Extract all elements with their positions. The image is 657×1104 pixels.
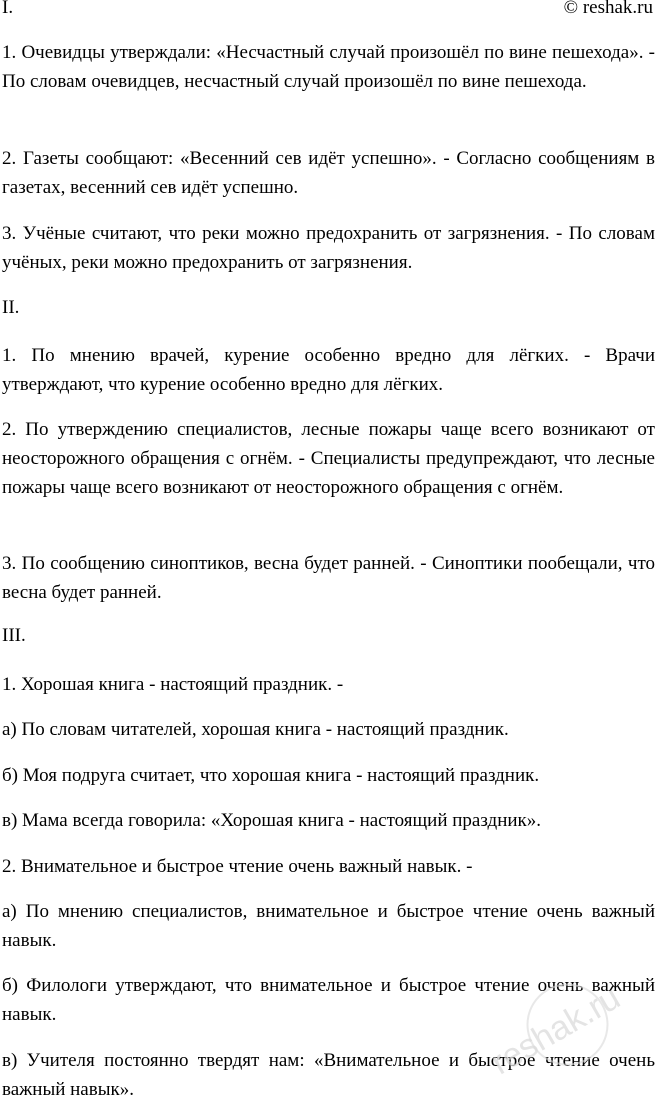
- copyright-notice: © reshak.ru: [563, 0, 653, 18]
- svg-text:reshak.ru: reshak.ru: [484, 978, 627, 1083]
- section-iii-item-1c: в) Мама всегда говорила: «Хорошая книга - настоящий праздник».: [2, 810, 542, 831]
- section-ii-item-3: 3. По сообщению синоптиков, весна будет ранней. - Синоптики пообещали, что весна будет ранней.: [2, 553, 655, 603]
- section-iii-item-2c: в) Учителя постоянно твердят нам: «Внимательное и быстрое чтение очень важный навык».: [2, 1050, 655, 1100]
- section-iii-item-2: 2. Внимательное и быстрое чтение очень важный навык. -: [2, 856, 473, 877]
- section-iii-item-2b: б) Филологи утверждают, что внимательное и быстрое чтение очень важный навык.: [2, 975, 655, 1025]
- page-header: [0, 0, 655, 24]
- section-ii-label: II.: [2, 297, 20, 318]
- section-ii-item-1: 1. По мнению врачей, курение особенно вредно для лёгких. - Врачи утверждают, что курение особенно вредно для лёгких.: [2, 345, 655, 395]
- section-i-item-2: 2. Газеты сообщают: «Весенний сев идёт успешно». - Согласно сообщениям в газетах, весенний сев идёт успешно.: [2, 148, 655, 198]
- section-i-item-1: 1. Очевидцы утверждали: «Несчастный случай произошёл по вине пешехода». - По словам очевидцев, несчастный случай произошёл по вине пешехода.: [2, 42, 655, 92]
- section-iii-item-1: 1. Хорошая книга - настоящий праздник. -: [2, 674, 344, 695]
- section-iii-item-1a: а) По словам читателей, хорошая книга - настоящий праздник.: [2, 719, 509, 740]
- section-ii-item-2: 2. По утверждению специалистов, лесные пожары чаще всего возникают от неосторожного обращения с огнём. - Специалисты предупреждают, что лесные пожары чаще всего возникают от неосторожного обращения с огнём.: [2, 419, 655, 498]
- section-i-item-3: 3. Учёные считают, что реки можно предохранить от загрязнения. - По словам учёных, реки можно предохранить от загрязнения.: [2, 223, 655, 273]
- section-iii-item-1b: б) Моя подруга считает, что хорошая книга - настоящий праздник.: [2, 765, 540, 786]
- section-i-label: I.: [2, 0, 14, 18]
- section-iii-label: III.: [2, 625, 26, 646]
- section-iii-item-2a: а) По мнению специалистов, внимательное и быстрое чтение очень важный навык.: [2, 901, 655, 951]
